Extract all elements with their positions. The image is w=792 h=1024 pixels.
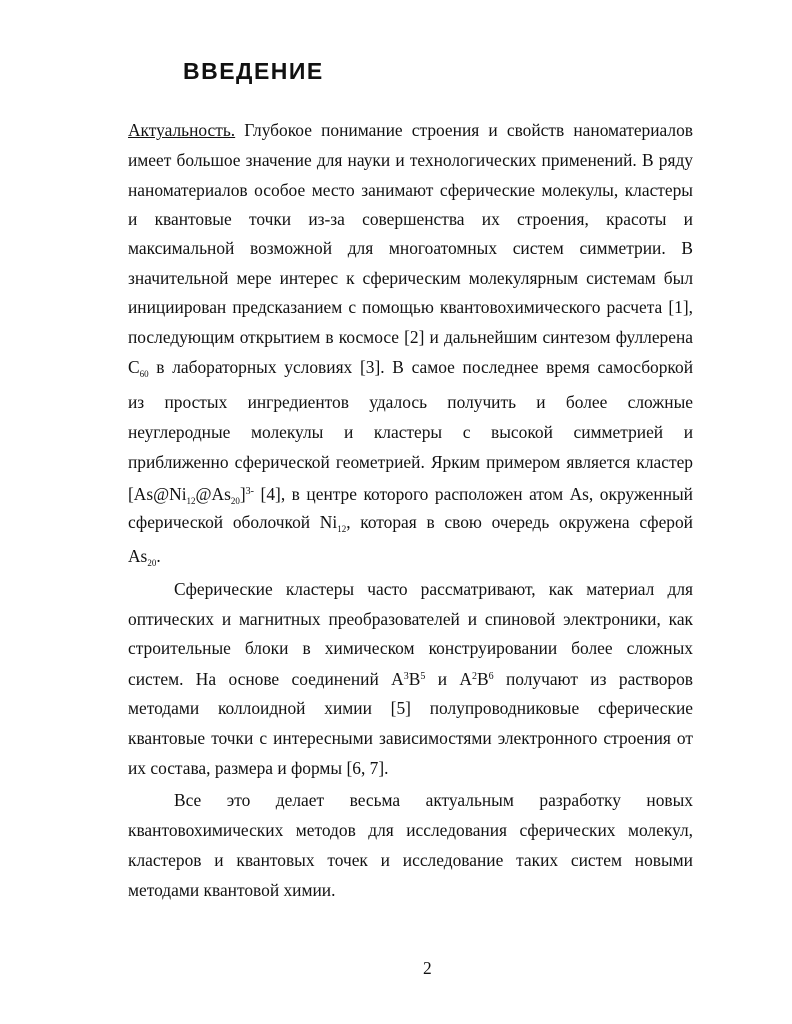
section-label: Актуальность. [128, 120, 236, 140]
subscript: 20 [230, 496, 240, 506]
text-line: $C_{60}$ в лабораторных условиях [3]. В самое последнее время самосборкой [128, 357, 693, 379]
text-line: оптических и магнитных преобразователей и спиновой электроники, как [128, 609, 693, 629]
superscript: 2 [471, 671, 477, 682]
text-line: квантовохимических методов для исследования сферических молекул, [128, 820, 693, 840]
superscript: 3- [245, 486, 255, 497]
text-line: строительные блоки в химическом конструировании более сложных [128, 638, 693, 658]
subscript: 20 [147, 558, 157, 568]
text-line: систем. На основе соединений $A^3B^5$ и $A^2B^6$ получают из растворов [128, 669, 693, 689]
text-line: и квантовые точки из-за совершенства их строения, красоты и [128, 209, 693, 229]
text-line: из простых ингредиентов удалось получить и более сложные [128, 392, 693, 412]
superscript: 6 [488, 671, 494, 682]
text-line: Актуальность. Глубокое понимание строения и свойств наноматериалов [128, 120, 693, 140]
text-line: Сферические кластеры часто рассматривают, как материал для [174, 579, 693, 599]
subscript: 12 [337, 524, 347, 534]
superscript: 5 [420, 671, 426, 682]
text-line: методами коллоидной химии [5] полупроводниковые сферические [128, 698, 693, 718]
text-line: $[As@Ni_{12}@As_{20}]^{3-}$ [4], в центре которого расположен атом As, окруженный [128, 484, 693, 506]
subscript: 60 [139, 369, 149, 379]
text-line: максимальной возможной для многоатомных систем симметрии. В [128, 238, 693, 258]
text-line: квантовые точки с интересными зависимостями электронного строения от [128, 728, 693, 748]
text-line: Все это делает весьма актуальным разработку новых [174, 790, 693, 810]
text-line: имеет большое значение для науки и технологических применений. В ряду [128, 150, 693, 170]
text-line: инициирован предсказанием с помощью квантовохимического расчета [1], [128, 297, 693, 317]
text-line: сферической оболочкой $Ni_{12}$, которая в свою очередь окружена сферой [128, 512, 693, 534]
subscript: 12 [186, 496, 196, 506]
superscript: 3 [403, 671, 409, 682]
text-line: приближенно сферической геометрией. Ярким примером является кластер [128, 452, 693, 472]
text-line: наноматериалов особое место занимают сферические молекулы, кластеры [128, 180, 693, 200]
text-line: методами квантовой химии. [128, 880, 336, 900]
text-line: их состава, размера и формы [6, 7]. [128, 758, 389, 778]
text-line: кластеров и квантовых точек и исследование таких систем новыми [128, 850, 693, 870]
text-line: $As_{20}$. [128, 546, 161, 568]
text-line: последующим открытием в космосе [2] и дальнейшим синтезом фуллерена [128, 327, 693, 347]
page-number: 2 [423, 958, 432, 978]
text-line: неуглеродные молекулы и кластеры с высокой симметрией и [128, 422, 693, 442]
text-line: значительной мере интерес к сферическим молекулярным системам был [128, 268, 693, 288]
page-title: ВВЕДЕНИЕ [183, 58, 324, 84]
